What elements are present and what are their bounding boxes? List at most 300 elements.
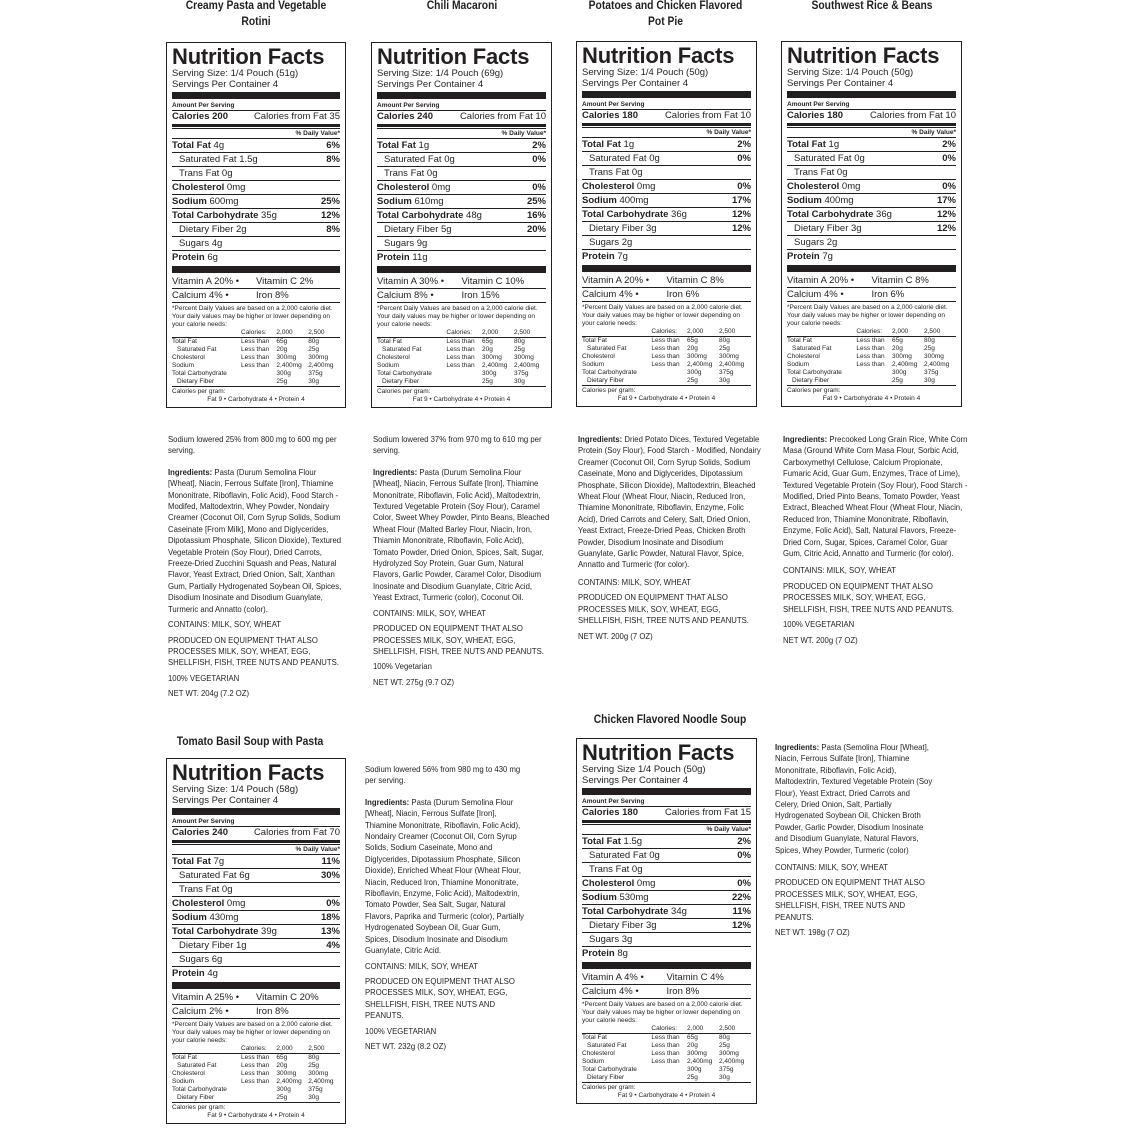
vitamin-a: Vitamin A 20% — [582, 275, 644, 286]
table-cell: 2,400mg — [687, 1058, 713, 1065]
table-row — [582, 1074, 751, 1082]
minerals-row — [582, 984, 751, 998]
text-body: NET WT. 275g (9.7 OZ) — [373, 676, 455, 687]
carbohydrate-amount: 36g — [671, 209, 687, 220]
fiber-row — [172, 222, 340, 236]
fiber-dv: 12% — [936, 223, 956, 234]
table-cell: 300g — [687, 369, 702, 376]
trans-fat-row — [787, 165, 956, 179]
table-cell: 20g — [482, 346, 493, 353]
table-row — [377, 354, 546, 362]
text-body: Pasta (Durum Semolina Flour [Wheat], Niacin, Ferrous Sulfate [Iron], Thiamine Mononitrate, Riboflavin, Folic Acid), Nondairy Creamer (Coconut Oil, Corn Syrup Solids, Sodium Caseinate, Mono and Diglycerides, Dipotassium Phosphate, Silicon Dioxide), Enriched Wheat Flour (Wheat Flour, Niacin, Reduced Iron, Thiamine Mononitrate, Riboflavin, Enzyme, Folic Acid), Maltodextrin, Tomato Powder, Sea Salt, Sugar, Natural Flavors, Paprika and Turmeric (color), Partially Hydrogenated Soybean Oil, Guar Gum, Spices, Disodium Inosinate and Disodium Guanylate, Citric Acid. — [365, 796, 525, 956]
table-cell: Total Carbohydrate — [582, 1066, 637, 1073]
table-cell: 300g — [687, 1066, 702, 1073]
nutrition-facts-panel — [166, 758, 346, 1124]
fiber-label: Dietary Fiber 3g — [794, 223, 862, 234]
protein-row — [582, 249, 751, 263]
table-cell — [241, 370, 276, 378]
product-title-pot-pie: Potatoes and Chicken Flavored Pot Pie — [588, 0, 743, 28]
table-cell: 65g — [687, 337, 719, 346]
table-cell: Less than — [446, 346, 475, 353]
table-cell: Saturated Fat — [792, 345, 832, 352]
table-row — [377, 338, 546, 347]
trans-fat-row — [582, 862, 751, 876]
vitamin-a: Vitamin A 30% — [377, 276, 439, 287]
saturated-fat-dv: 0% — [737, 850, 751, 861]
table-cell: 375g — [514, 370, 529, 377]
protein-label: Protein — [172, 252, 205, 263]
text-paragraph — [578, 631, 763, 642]
saturated-fat-dv: 0% — [942, 153, 956, 164]
table-cell: Less than — [241, 362, 270, 369]
table-cell: 80g — [719, 1034, 751, 1043]
total-fat-amount: 1g — [418, 140, 430, 151]
product-title-tomato-basil: Tomato Basil Soup with Pasta — [176, 734, 324, 748]
fiber-dv: 4% — [326, 940, 340, 951]
fiber-row — [582, 221, 751, 235]
servings-per-container: Servings Per Container 4 — [582, 78, 689, 89]
cholesterol-label: Cholesterol — [172, 182, 225, 193]
table-cell: 25g — [687, 1074, 698, 1081]
total-fat-label: Total Fat — [582, 836, 621, 847]
table-row — [172, 346, 340, 354]
table-cell: Total Fat — [377, 338, 446, 347]
calories-row — [377, 111, 546, 123]
daily-value-header: % Daily Value* — [172, 844, 340, 854]
ingredients-block-chicken-noodle — [775, 742, 933, 943]
calories-from-fat: Calories from Fat 10 — [664, 110, 751, 121]
total-fat-dv: 6% — [326, 140, 340, 151]
product-title-creamy-pasta: Creamy Pasta and Vegetable Rotini — [185, 0, 327, 28]
daily-value-header: % Daily Value* — [582, 127, 751, 137]
vitamins-row — [172, 991, 340, 1004]
total-fat-amount: 7g — [213, 856, 225, 867]
table-cell — [856, 369, 892, 377]
cholesterol-row — [582, 179, 751, 193]
carbohydrate-label: Total Carbohydrate — [582, 209, 669, 220]
table-cell: 25g — [924, 345, 935, 352]
calories-from-fat: Calories from Fat 10 — [869, 110, 956, 121]
sodium-row — [582, 890, 751, 904]
trans-fat-label: Trans Fat 0g — [384, 168, 438, 179]
protein-label: Protein — [582, 948, 615, 959]
table-row — [787, 377, 956, 385]
vitamins-row — [377, 275, 546, 288]
table-cell: 65g — [276, 1054, 308, 1063]
carbohydrate-label: Total Carbohydrate — [172, 210, 259, 221]
total-fat-row — [172, 854, 340, 868]
text-body: CONTAINS: MILK, SOY, WHEAT — [168, 619, 282, 630]
table-cell: 65g — [482, 338, 514, 347]
trans-fat-row — [582, 165, 751, 179]
total-fat-amount: 1g — [623, 139, 635, 150]
carbohydrate-row — [582, 207, 751, 221]
text-paragraph — [783, 635, 968, 646]
vitamin-a: Vitamin A 4% — [582, 972, 638, 983]
sodium-row — [787, 193, 956, 207]
table-cell: 25g — [276, 1094, 288, 1101]
medium-divider — [172, 124, 340, 127]
text-body: CONTAINS: MILK, SOY, WHEAT — [373, 607, 487, 618]
total-fat-dv: 11% — [321, 856, 340, 867]
text-body: Dried Potato Dices, Textured Vegetable Protein (Soy Flour), Food Starch - Modified, Nondairy Creamer (Coconut Oil, Corn Syrup Solids, Sodium Caseinate, Mono and Diglycerides, Dipotassium Phosphate, Silicon Dioxide), Maltodextrin, Bleached Wheat Flour (Wheat Flour, Niacin, Reduced Iron, Thiamine Mononitrate, Riboflavin, Enzyme, Folic Acid), Dried Carrots and Celery, Salt, Dried Onion, Yeast Extract, Freeze-Dried Peas, Chicken Broth Powder, Disodium Inosinate and Disodium Guanylate, Garlic Powder, Natural Flavor, Spice, Annatto and Turmeric (for color). — [578, 434, 761, 570]
protein-label: Protein — [787, 251, 820, 262]
table-cell: Less than — [651, 1058, 680, 1065]
carbohydrate-amount: 35g — [261, 210, 277, 221]
table-cell: Total Fat — [787, 337, 856, 346]
table-cell — [856, 377, 892, 385]
calories-per-gram-values: Fat 9 • Carbohydrate 4 • Protein 4 — [617, 1092, 716, 1099]
table-cell: Less than — [241, 354, 270, 361]
saturated-fat-row — [172, 868, 340, 882]
saturated-fat-label: Saturated Fat 0g — [794, 153, 865, 164]
total-fat-label: Total Fat — [377, 140, 416, 151]
ingredients-block-southwest-rice — [783, 434, 968, 650]
product-title-southwest-rice: Southwest Rice & Beans — [811, 0, 933, 12]
saturated-fat-row — [377, 152, 546, 166]
carbohydrate-row — [172, 924, 340, 938]
trans-fat-row — [377, 166, 546, 180]
sodium-amount: 530mg — [619, 892, 649, 903]
cholesterol-row — [787, 179, 956, 193]
table-cell: 30g — [308, 378, 320, 385]
saturated-fat-label: Saturated Fat 6g — [179, 870, 250, 881]
table-row — [172, 378, 340, 386]
table-cell — [651, 1074, 687, 1082]
carbohydrate-amount: 48g — [466, 210, 482, 221]
vitamin-a: Vitamin A 20% — [172, 276, 234, 287]
table-row — [172, 354, 340, 362]
calories-value: Calories 200 — [172, 111, 228, 122]
calories-per-gram-label: Calories per gram: — [172, 1102, 340, 1112]
vitamin-c: Vitamin C 8% — [871, 275, 929, 286]
daily-value-footnote: *Percent Daily Values are based on a 2,000 calorie diet. Your daily values may be higher or lower depending on your calorie needs: — [172, 1018, 340, 1045]
calories-value: Calories 180 — [582, 807, 638, 818]
daily-value-header: % Daily Value* — [582, 824, 751, 834]
table-cell: Total Fat — [582, 337, 651, 346]
ingredients-label: Ingredients: — [783, 434, 828, 444]
cholesterol-label: Cholesterol — [377, 182, 430, 193]
table-cell: 2,400mg — [892, 361, 918, 368]
table-cell — [582, 328, 651, 337]
nutrition-facts-panel — [371, 42, 552, 408]
table-cell: 2,500 — [514, 329, 546, 338]
protein-label: Protein — [172, 968, 205, 979]
calcium: Calcium 2% — [172, 1006, 223, 1017]
thick-divider — [787, 91, 956, 98]
table-cell: Less than — [446, 362, 475, 369]
sodium-row — [172, 194, 340, 208]
fiber-label: Dietary Fiber 3g — [589, 920, 657, 931]
text-body: PRODUCED ON EQUIPMENT THAT ALSO PROCESSES MILK, SOY, WHEAT, EGG, SHELLFISH, FISH, TREE NUTS AND PEANUTS. — [365, 975, 515, 1021]
minerals-row — [172, 288, 340, 302]
table-cell: 375g — [308, 1086, 323, 1093]
sodium-amount: 400mg — [619, 195, 649, 206]
table-cell: Less than — [241, 1070, 270, 1077]
vitamin-c: Vitamin C 10% — [461, 276, 525, 287]
servings-per-container: Servings Per Container 4 — [582, 775, 689, 786]
text-paragraph — [168, 635, 344, 669]
table-header-row — [172, 1045, 340, 1054]
table-cell: 2,500 — [308, 329, 340, 338]
nutrition-facts-heading: Nutrition Facts — [377, 44, 530, 69]
table-cell: Total Carbohydrate — [377, 370, 432, 377]
daily-value-footnote: *Percent Daily Values are based on a 2,000 calorie diet. Your daily values may be higher or lower depending on your calorie needs: — [582, 998, 751, 1025]
thick-divider — [172, 266, 340, 273]
cholesterol-amount: 0mg — [636, 878, 656, 889]
table-row — [582, 1034, 751, 1043]
table-cell — [651, 369, 687, 377]
table-cell: Dietary Fiber — [382, 378, 420, 385]
daily-value-footnote: *Percent Daily Values are based on a 2,000 calorie diet. Your daily values may be higher or lower depending on your calorie needs: — [377, 302, 546, 329]
calories-value: Calories 180 — [582, 110, 638, 121]
table-cell: 80g — [719, 337, 751, 346]
table-cell: Saturated Fat — [587, 345, 627, 352]
calories-value: Calories 180 — [787, 110, 843, 121]
nutrition-facts-heading: Nutrition Facts — [172, 44, 325, 69]
table-header-row — [787, 328, 956, 337]
table-cell: 30g — [719, 377, 730, 384]
saturated-fat-row — [582, 848, 751, 862]
cholesterol-label: Cholesterol — [787, 181, 840, 192]
carbohydrate-label: Total Carbohydrate — [787, 209, 874, 220]
calories-from-fat: Calories from Fat 10 — [459, 111, 546, 122]
cholesterol-dv: 0% — [942, 181, 956, 192]
daily-value-footnote: *Percent Daily Values are based on a 2,000 calorie diet. Your daily values may be higher or lower depending on your calorie needs: — [582, 301, 751, 328]
sugars-row — [172, 236, 340, 250]
cholesterol-dv: 0% — [737, 878, 751, 889]
table-cell: 300mg — [276, 354, 297, 361]
table-cell: Saturated Fat — [177, 346, 217, 353]
table-cell: Less than — [651, 353, 680, 360]
medium-divider — [172, 840, 340, 843]
ingredients-label: Ingredients: — [578, 434, 623, 444]
table-cell: 20g — [276, 346, 288, 353]
table-cell: Less than — [651, 1042, 680, 1049]
table-cell — [446, 378, 482, 386]
daily-value-footnote: *Percent Daily Values are based on a 2,000 calorie diet. Your daily values may be higher or lower depending on your calorie needs: — [172, 302, 340, 329]
calories-per-gram-values: Fat 9 • Carbohydrate 4 • Protein 4 — [207, 396, 305, 403]
table-row — [787, 353, 956, 361]
nutrition-facts-heading: Nutrition Facts — [172, 760, 325, 785]
text-body: PRODUCED ON EQUIPMENT THAT ALSO PROCESSES MILK, SOY, WHEAT, EGG, SHELLFISH, FISH, TREE NUTS AND PEANUTS. — [783, 580, 954, 614]
text-paragraph — [365, 797, 527, 957]
text-paragraph — [783, 565, 968, 576]
bullet: • — [645, 275, 650, 286]
calcium: Calcium 8% — [377, 290, 428, 301]
table-row — [377, 378, 546, 386]
table-cell: 375g — [924, 369, 939, 376]
fiber-dv: 12% — [731, 223, 751, 234]
text-body: 100% VEGETARIAN — [168, 672, 240, 683]
calories-per-gram-label: Calories per gram: — [172, 386, 340, 396]
carbohydrate-dv: 12% — [731, 209, 751, 220]
trans-fat-label: Trans Fat 0g — [589, 167, 643, 178]
table-header-row — [582, 328, 751, 337]
table-cell: 2,000 — [687, 1025, 719, 1034]
table-row — [582, 1042, 751, 1050]
table-cell: 30g — [308, 1094, 320, 1101]
amount-per-serving-label: Amount Per Serving — [787, 101, 850, 108]
table-cell: 300g — [892, 369, 907, 376]
vitamin-c: Vitamin C 4% — [666, 972, 724, 983]
text-body: NET WT. 232g (8.2 OZ) — [365, 1040, 447, 1051]
protein-row — [582, 946, 751, 960]
table-cell: 300mg — [276, 1070, 297, 1077]
protein-row — [787, 249, 956, 263]
daily-value-header: % Daily Value* — [787, 127, 956, 137]
calories-per-gram-values: Fat 9 • Carbohydrate 4 • Protein 4 — [822, 395, 921, 402]
table-cell: 2,500 — [719, 1025, 751, 1034]
text-paragraph — [775, 862, 933, 873]
sodium-dv: 25% — [526, 196, 546, 207]
sodium-row — [377, 194, 546, 208]
saturated-fat-row — [582, 151, 751, 165]
cholesterol-label: Cholesterol — [582, 878, 635, 889]
saturated-fat-label: Saturated Fat 0g — [384, 154, 455, 165]
text-body: 100% VEGETARIAN — [783, 619, 855, 630]
calcium: Calcium 4% — [582, 986, 633, 997]
table-cell: Total Fat — [172, 338, 241, 347]
table-cell: Dietary Fiber — [587, 1074, 625, 1081]
text-body: Precooked Long Grain Rice, White Corn Masa (Ground White Corn Masa Flour, Sorbic Acid, Carboxymethyl Cellulose, Calcium Propionate, Fumaric Acid, Guar Gum, Enzymes, Trace of Lime), Textured Vegetable Protein (Soy Flour), Food Starch - Modified, Dried Pinto Beans, Tomato Powder, Yeast Extract, Bleached Wheat Flour (Wheat Flour, Niacin, Reduced Iron, Thiamine Mononitrate, Riboflavin, Enzyme, Folic Acid), Salt, Natural Flavors, Freeze-Dried Corn, Sugar, Spices, Caramel Color, Guar Gum, Citric Acid, Annatto and Turmeric (for color). — [783, 434, 968, 559]
saturated-fat-row — [787, 151, 956, 165]
calcium: Calcium 4% — [582, 289, 633, 300]
carbohydrate-amount: 36g — [876, 209, 892, 220]
daily-value-footnote: *Percent Daily Values are based on a 2,000 calorie diet. Your daily values may be higher or lower depending on your calorie needs: — [787, 301, 956, 328]
text-paragraph — [373, 661, 549, 672]
sodium-dv: 22% — [731, 892, 751, 903]
table-row — [377, 370, 546, 378]
cholesterol-row — [377, 180, 546, 194]
table-cell: 2,500 — [719, 328, 751, 337]
table-cell: 30g — [514, 378, 525, 385]
table-cell: 2,500 — [924, 328, 956, 337]
sugars-label: Sugars 2g — [794, 237, 838, 248]
protein-amount: 8g — [617, 948, 628, 959]
calories-per-gram-label: Calories per gram: — [582, 1082, 751, 1092]
table-cell: 300mg — [687, 353, 707, 360]
text-paragraph — [578, 592, 763, 626]
table-cell: 20g — [687, 1042, 698, 1049]
table-cell: 300mg — [687, 1050, 707, 1057]
iron: Iron 8% — [256, 290, 289, 301]
sodium-label: Sodium — [172, 196, 207, 207]
text-paragraph — [365, 961, 527, 972]
table-cell: Total Carbohydrate — [172, 1086, 227, 1093]
table-cell: 80g — [514, 338, 546, 347]
calcium: Calcium 4% — [787, 289, 838, 300]
sodium-row — [582, 193, 751, 207]
sugars-label: Sugars 6g — [179, 954, 223, 965]
table-cell: Calories: — [241, 329, 276, 338]
text-paragraph — [365, 764, 527, 787]
ingredients-block-creamy-pasta — [168, 434, 344, 704]
table-cell: 25g — [514, 346, 525, 353]
ingredients-label: Ingredients: — [168, 466, 213, 477]
daily-value-table — [582, 328, 751, 385]
table-cell: Less than — [651, 337, 687, 346]
table-cell: Less than — [241, 1062, 270, 1069]
vitamins-row — [582, 274, 751, 287]
table-cell: 2,400mg — [719, 361, 745, 368]
table-cell: Total Carbohydrate — [172, 370, 227, 377]
table-cell: 2,400mg — [308, 362, 334, 369]
table-cell: 25g — [308, 1062, 320, 1069]
text-paragraph — [168, 467, 344, 615]
table-cell: Less than — [446, 338, 482, 347]
servings-per-container: Servings Per Container 4 — [172, 795, 279, 806]
bullet: • — [840, 289, 844, 300]
table-row — [172, 370, 340, 378]
table-cell: 25g — [719, 345, 730, 352]
sugars-row — [582, 235, 751, 249]
bullet: • — [430, 290, 434, 301]
total-fat-row — [787, 137, 956, 151]
trans-fat-label: Trans Fat 0g — [589, 864, 643, 875]
text-body: NET WT. 200g (7 OZ) — [578, 630, 653, 641]
table-cell: Cholesterol — [582, 353, 615, 360]
table-cell: Dietary Fiber — [587, 377, 625, 384]
table-row — [582, 337, 751, 346]
text-body: PRODUCED ON EQUIPMENT THAT ALSO PROCESSES MILK, SOY, WHEAT, EGG, SHELLFISH, FISH, TREE NUTS AND PEANUTS. — [373, 623, 544, 656]
calories-from-fat: Calories from Fat 70 — [253, 827, 340, 838]
table-cell: Saturated Fat — [587, 1042, 627, 1049]
serving-size: Serving Size: 1/4 Pouch (50g) — [787, 67, 914, 78]
table-cell: 25g — [687, 377, 698, 384]
text-body: PRODUCED ON EQUIPMENT THAT ALSO PROCESSES MILK, SOY, WHEAT, EGG, SHELLFISH, FISH, TREE NUTS AND PEANUTS. — [775, 877, 925, 922]
text-paragraph — [783, 434, 968, 559]
total-fat-dv: 2% — [737, 836, 751, 847]
table-cell: 20g — [687, 345, 698, 352]
bullet: • — [440, 276, 445, 287]
table-cell — [241, 1086, 276, 1094]
table-cell: Saturated Fat — [177, 1062, 217, 1069]
vitamin-c: Vitamin C 8% — [666, 275, 724, 286]
thick-divider — [787, 265, 956, 272]
total-fat-label: Total Fat — [172, 856, 211, 867]
table-header-row — [582, 1025, 751, 1034]
thick-divider — [582, 91, 751, 98]
saturated-fat-dv: 0% — [532, 154, 546, 165]
table-header-row — [377, 329, 546, 338]
table-cell — [172, 1045, 241, 1054]
fiber-row — [377, 222, 546, 236]
cholesterol-row — [172, 896, 340, 910]
total-fat-row — [172, 138, 340, 152]
text-paragraph — [775, 742, 933, 856]
table-cell: 25g — [308, 346, 320, 353]
table-cell: 300mg — [719, 1050, 739, 1057]
sodium-amount: 610mg — [414, 196, 444, 207]
table-cell: 2,400mg — [924, 361, 950, 368]
bullet: • — [225, 1006, 229, 1017]
table-cell: Sodium — [377, 362, 400, 369]
fiber-label: Dietary Fiber 2g — [179, 224, 247, 235]
table-cell: 2,000 — [276, 1045, 308, 1054]
table-cell — [651, 1066, 687, 1074]
fiber-row — [582, 918, 751, 932]
text-body: Pasta (Durum Semolina Flour [Wheat], Niacin, Ferrous Sulfate [Iron], Thiamine Mononitrate, Riboflavin, Folic Acid), Maltodextrin, Textured Vegetable Protein (Soy Flour), Caramel Color, Sweet Whey Powder, Pinto Beans, Bleached Wheat Flour (Malted Barley Flour, Niacin, Iron, Thiamin Mononitrate, Riboflavin, Folic Acid), Tomato Powder, Dried Onion, Spices, Salt, Sugar, Hydrolyzed Soy Protein, Guar Gum, Natural Flavors, Garlic Powder, Caramel Color, Disodium Inosinate and Disodium Guanylate, Citric Acid, Yeast Extract, Turmeric (color), Coconut Oil. — [373, 466, 550, 603]
calories-row — [582, 807, 751, 819]
vitamin-a: Vitamin A 20% — [787, 275, 849, 286]
table-cell: 300g — [482, 370, 497, 377]
total-fat-label: Total Fat — [172, 140, 211, 151]
nutrition-facts-panel — [166, 42, 346, 408]
carbohydrate-row — [377, 208, 546, 222]
table-cell: Less than — [446, 354, 475, 361]
table-cell: Calories: — [856, 328, 892, 337]
